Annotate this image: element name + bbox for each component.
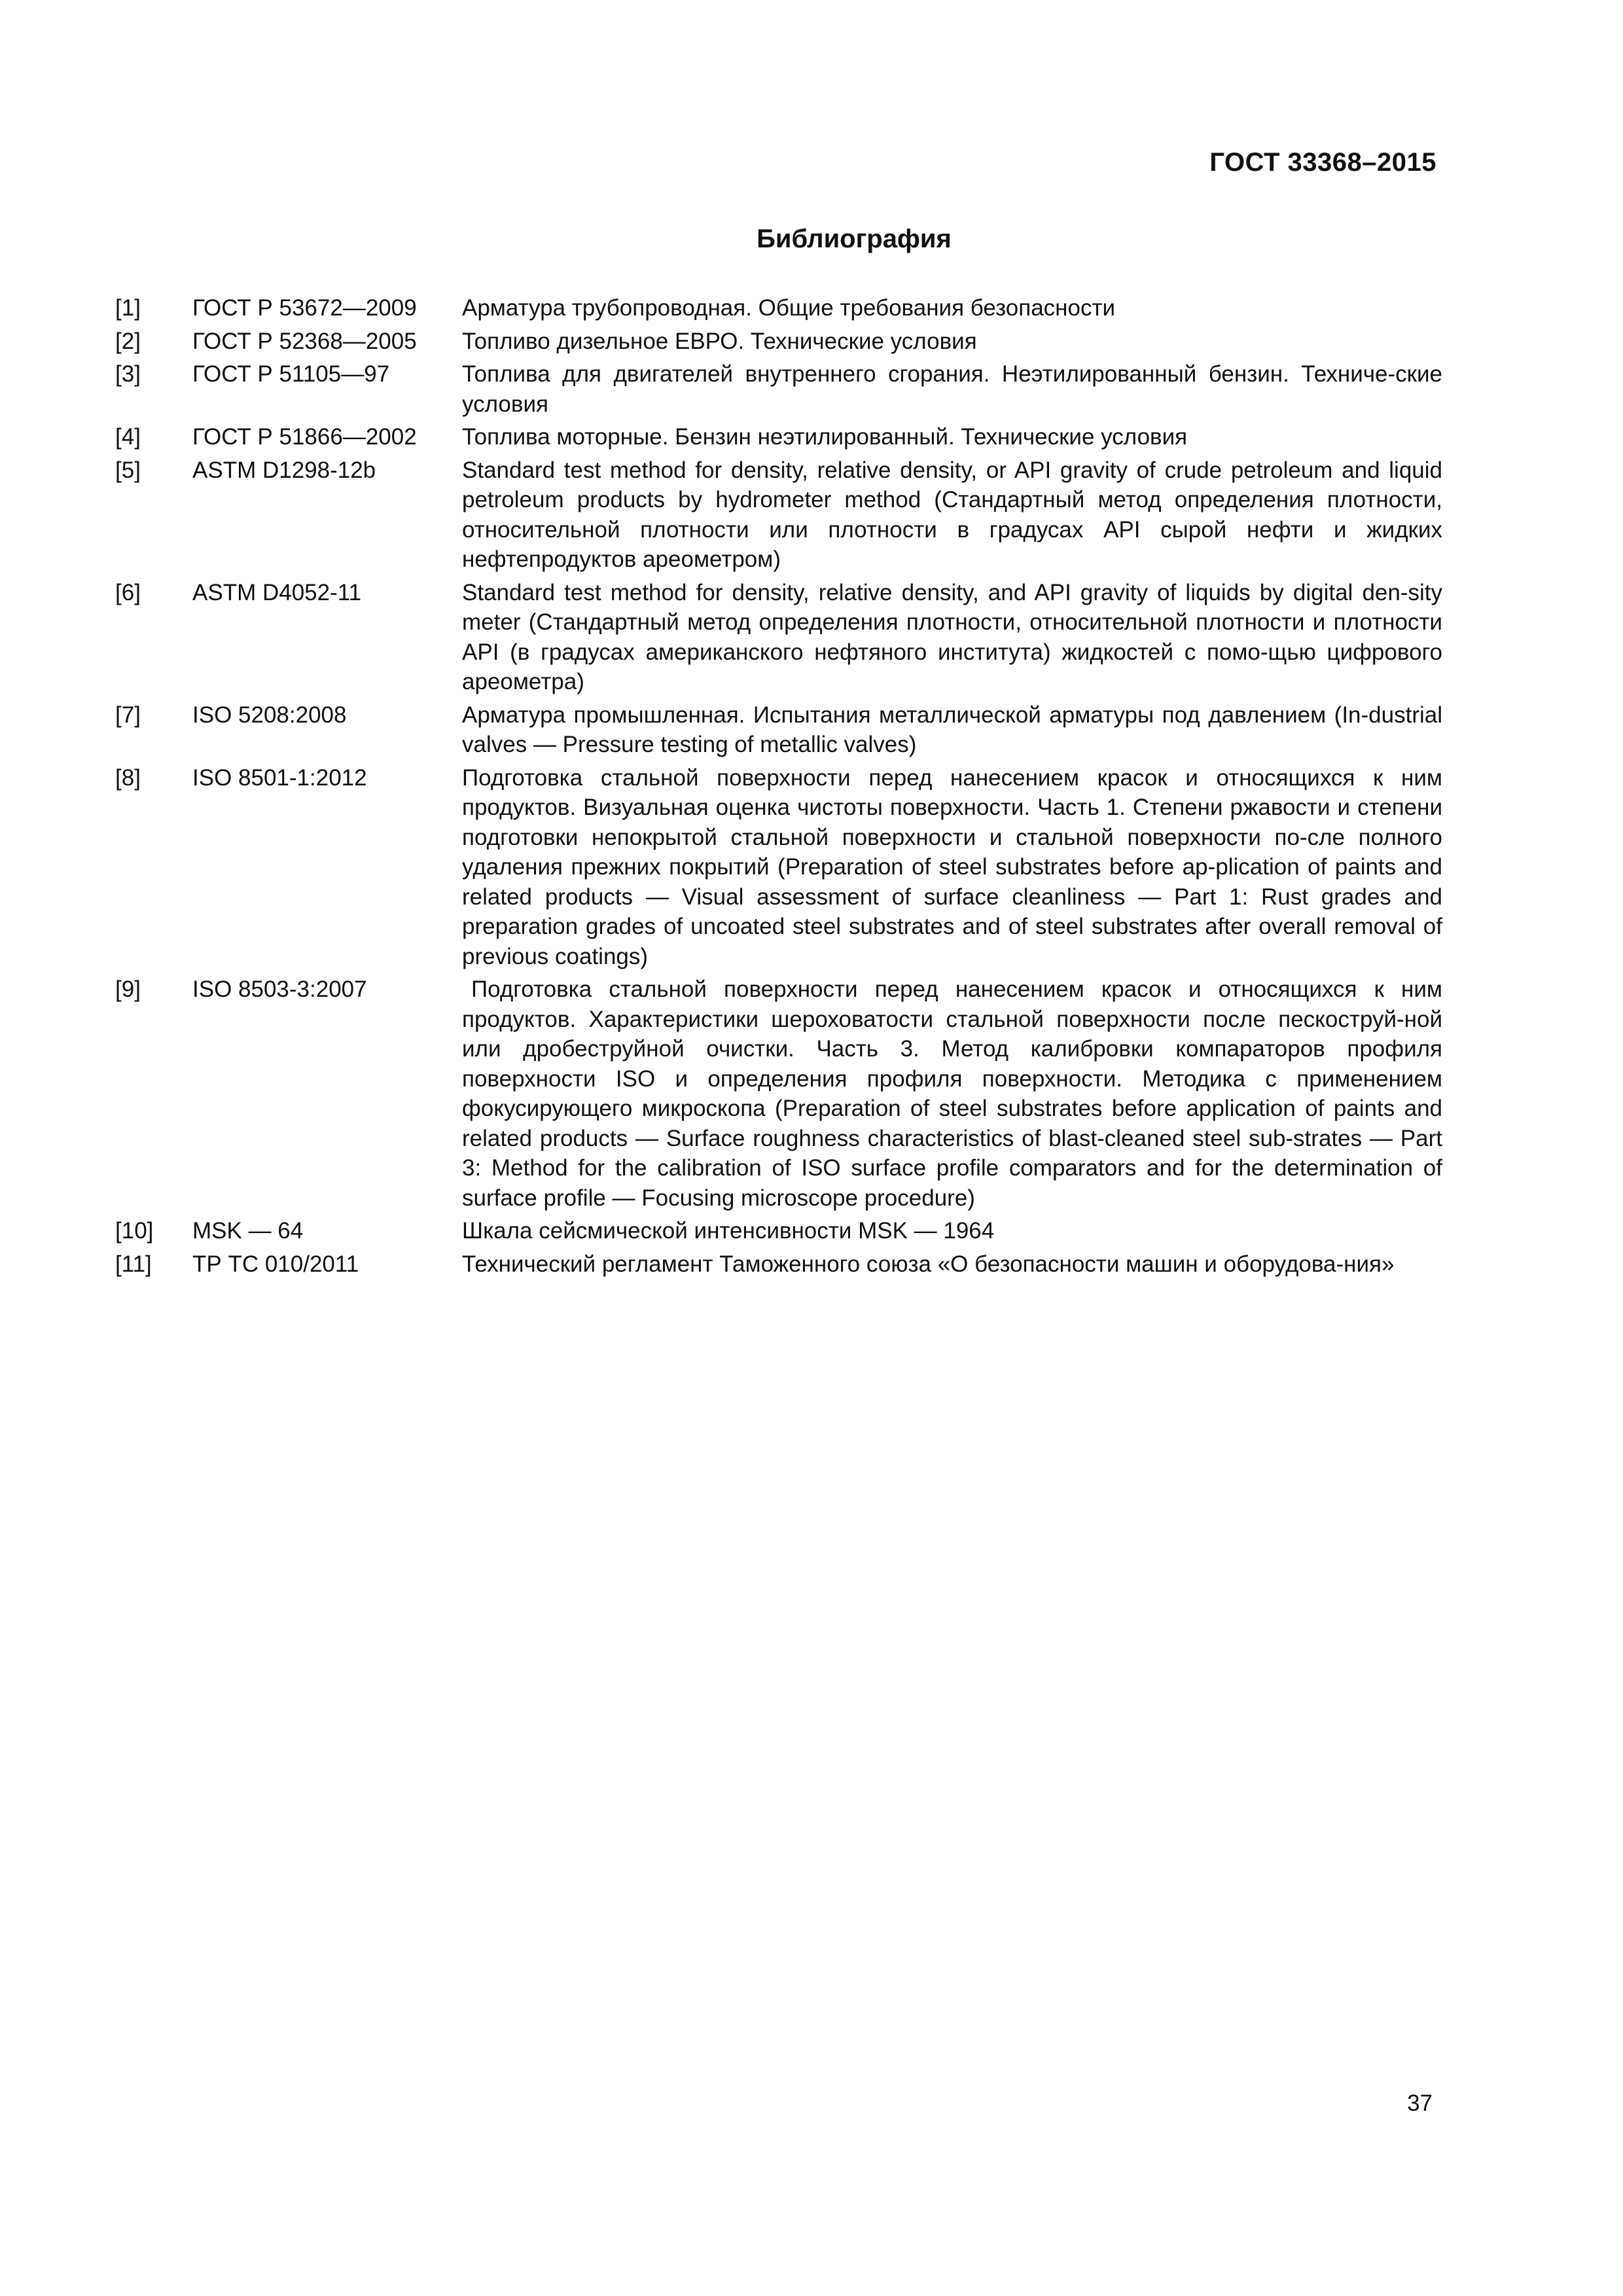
bibliography-list [115, 293, 1442, 1282]
bibliography-entry [115, 327, 1442, 357]
entry-description: Standard test method for density, relative density, or API gravity of crude petroleum and liquid petroleum products by hydrometer method (Стандартный метод определения плотности, относительной плотности или плотности в градусах API сырой нефти и жидких нефтепродуктов ареометром) [462, 457, 1442, 572]
entry-code: ГОСТ Р 51866—2002 [192, 424, 417, 450]
entry-number: [2] [115, 328, 141, 354]
entry-description: Арматура трубопроводная. Общие требования безопасности [462, 295, 1116, 321]
entry-code: ISO 8501-1:2012 [192, 764, 367, 791]
bibliography-entry [115, 975, 1442, 1213]
entry-code: ASTM D4052-11 [192, 579, 362, 605]
entry-code: ТР ТС 010/2011 [192, 1251, 359, 1277]
bibliography-entry [115, 1216, 1442, 1246]
entry-code: ГОСТ Р 51105—97 [192, 361, 390, 387]
entry-number: [4] [115, 424, 141, 450]
bibliography-entry [115, 763, 1442, 972]
entry-number: [8] [115, 764, 141, 791]
entry-description: Топливо дизельное ЕВРО. Технические условия [462, 328, 977, 354]
entry-code: ASTM D1298-12b [192, 457, 376, 483]
bibliography-entry [115, 1249, 1442, 1280]
bibliography-entry [115, 422, 1442, 452]
page-number: 37 [1407, 2090, 1433, 2116]
bibliography-entry [115, 359, 1442, 419]
document-code: ГОСТ 33368–2015 [1209, 148, 1436, 177]
entry-code: ISO 8503-3:2007 [192, 977, 367, 1002]
bibliography-entry [115, 293, 1442, 323]
bibliography-entry [115, 578, 1442, 697]
entry-number: [7] [115, 702, 141, 728]
entry-number: [11] [115, 1251, 152, 1277]
entry-code: MSK — 64 [192, 1218, 304, 1244]
page-title: Библиография [757, 224, 952, 253]
entry-description: Арматура промышленная. Испытания металлической арматуры под давлением (In-dustrial valves — Pressure testing of metallic valves) [462, 702, 1442, 757]
entry-description: Standard test method for density, relative density, and API gravity of liquids by digital den-sity meter (Стандартный метод определения плотности, относительной плотности и плотности API (в градусах американского нефтяного института) жидкостей с помо-щью цифрового ареометра) [462, 579, 1442, 694]
entry-description: Подготовка стальной поверхности перед нанесением красок и относящихся к ним продуктов. Визуальная оценка чистоты поверхности. Часть 1. Степени ржавости и степени подготовки непокрытой стальной поверхности и стальной поверхности по-сле полного удаления прежних покрытий (Preparation of steel substrates before ap-plication of paints and related products — Visual assessment of surface cleanliness — Part 1: Rust grades and preparation grades of uncoated steel substrates and of steel substrates after overall removal of previous coatings) [462, 764, 1442, 969]
bibliography-entry [115, 456, 1442, 575]
entry-number: [6] [115, 579, 141, 605]
entry-code: ISO 5208:2008 [192, 702, 347, 728]
entry-number: [1] [115, 295, 141, 321]
entry-number: [9] [115, 977, 141, 1002]
entry-description: Технический регламент Таможенного союза «О безопасности машин и оборудова-ния» [462, 1251, 1395, 1277]
entry-description: Топлива для двигателей внутреннего сгорания. Неэтилированный бензин. Техниче-ские условия [462, 361, 1442, 417]
entry-description: Подготовка стальной поверхности перед нанесением красок и относящихся к ним продуктов. Характеристики шероховатости стальной поверхности после пескоструй-ной или дробеструйной очистки. Часть 3. Метод калибровки компараторов профиля поверхности ISO и определения профиля поверхности. Методика с применением фокусирующего микроскопа (Preparation of steel substrates before application of paints and related products — Surface roughness characteristics of blast-cleaned steel sub-strates — Part 3: Method for the calibration of ISO surface profile comparators and for the determination of surface profile — Focusing microscope procedure) [462, 977, 1442, 1211]
entry-code: ГОСТ Р 52368—2005 [192, 328, 417, 354]
entry-description: Топлива моторные. Бензин неэтилированный. Технические условия [462, 424, 1188, 450]
entry-number: [10] [115, 1218, 154, 1244]
entry-description: Шкала сейсмической интенсивности MSK — 1964 [462, 1218, 995, 1244]
entry-code: ГОСТ Р 53672—2009 [192, 295, 417, 321]
entry-number: [5] [115, 457, 141, 483]
entry-number: [3] [115, 361, 141, 387]
bibliography-entry [115, 700, 1442, 760]
